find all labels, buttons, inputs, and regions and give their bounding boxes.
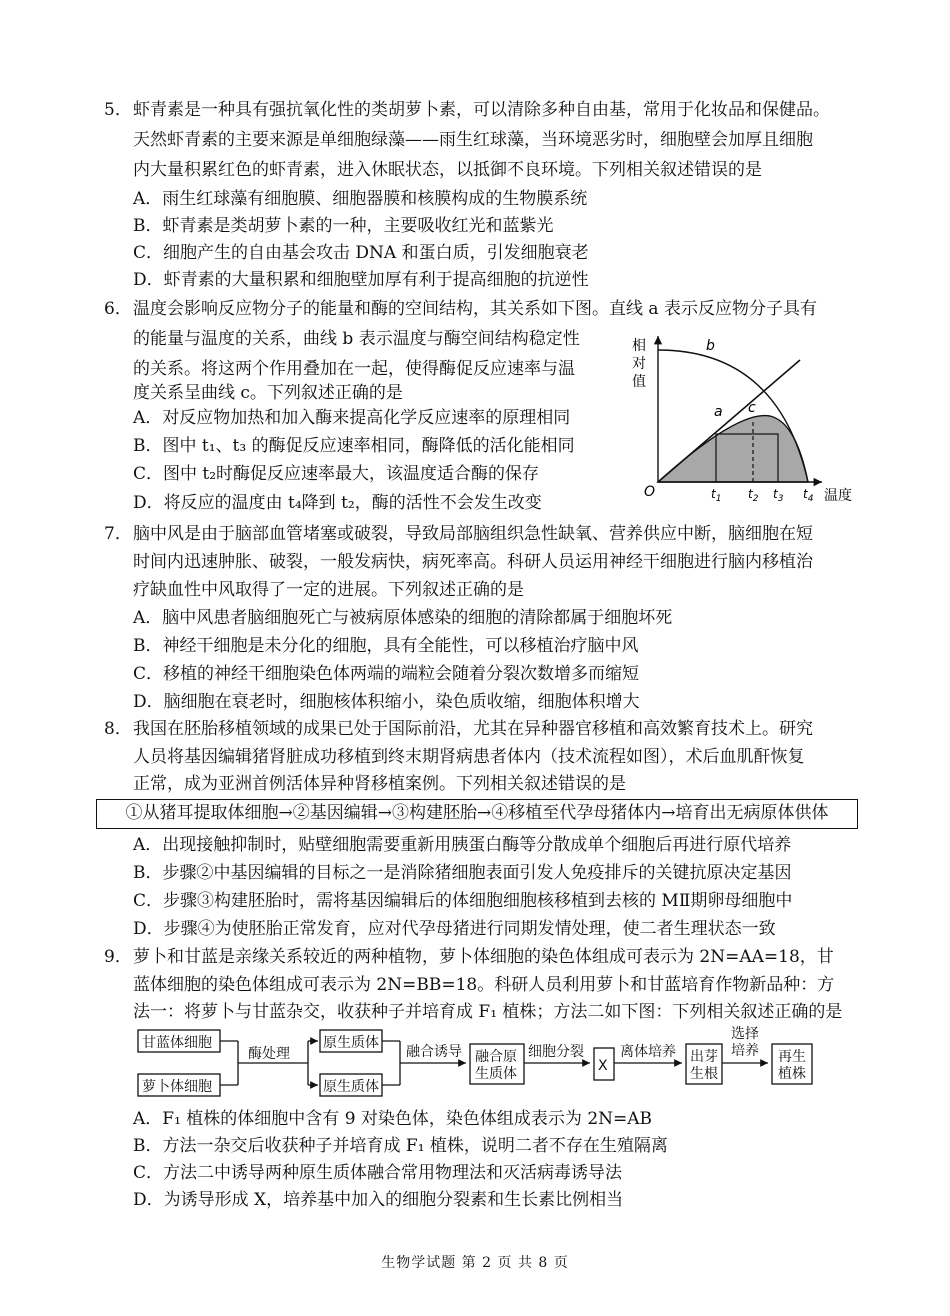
curve-b-label: b <box>706 338 715 354</box>
question-5-option-b: B．虾青素是类胡萝卜素的一种，主要吸收红光和蓝紫光 <box>133 216 554 236</box>
t2-label: $t_2$ <box>748 487 759 504</box>
regenerated-plant-line-1: 再生 <box>778 1049 806 1065</box>
question-5-stem-line-1: 虾青素是一种具有强抗氧化性的类胡萝卜素，可以清除多种自由基，常用于化妆品和保健品。 <box>133 100 830 120</box>
protoplast-box-1: 原生质体 <box>323 1035 379 1051</box>
in-vitro-culture-label: 离体培养 <box>620 1044 676 1060</box>
question-9-option-c: C．方法二中诱导两种原生质体融合常用物理法和灭活病毒诱导法 <box>133 1163 623 1183</box>
question-6-stem-line-1: 温度会影响反应物分子的能量和酶的空间结构，其关系如下图。直线 a 表示反应物分子具有 <box>133 299 817 319</box>
t4-label: $t_4$ <box>803 487 814 504</box>
question-9-stem-line-3: 法一：将萝卜与甘蓝杂交，收获种子并培育成 F₁ 植株；方法二如下图：下列相关叙述正确的是 <box>133 1002 843 1022</box>
question-5-stem-line-3: 内大量积累红色的虾青素，进入休眠状态，以抵御不良环境。下列相关叙述错误的是 <box>133 160 762 180</box>
t3-label: $t_3$ <box>773 487 784 504</box>
question-7-number: 7． <box>104 524 132 544</box>
cell-division-label: 细胞分裂 <box>528 1044 584 1060</box>
question-6-option-b: B．图中 t₁、t₃ 的酶促反应速率相同，酶降低的活化能相同 <box>133 436 575 456</box>
question-8-option-b: B．步骤②中基因编辑的目标之一是消除猪细胞表面引发人免疫排斥的关键抗原决定基因 <box>133 863 792 883</box>
question-8-option-c: C．步骤③构建胚胎时，需将基因编辑后的体细胞细胞核移植到去核的 MⅡ期卵母细胞中 <box>133 891 793 911</box>
page-footer: 生物学试题 第 2 页 共 8 页 <box>381 1255 569 1271</box>
curve-a-label: a <box>714 404 723 420</box>
enzyme-treatment-label: 酶处理 <box>248 1046 290 1062</box>
question-9-stem-line-2: 蓝体细胞的染色体组成可表示为 2N=BB=18。科研人员利用萝卜和甘蓝培育作物新品种：方 <box>133 975 835 995</box>
question-7-stem-line-1: 脑中风是由于脑部血管堵塞或破裂，导致局部脑组织急性缺氧、营养供应中断，脑细胞在短 <box>133 524 813 544</box>
question-6-number: 6． <box>104 299 132 319</box>
question-7-stem-line-2: 时间内迅速肿胀、破裂，一般发病快，病死率高。科研人员运用神经干细胞进行脑内移植治 <box>133 552 813 572</box>
question-9-option-d: D．为诱导形成 X，培养基中加入的细胞分裂素和生长素比例相当 <box>133 1190 624 1210</box>
question-8-number: 8． <box>104 719 132 739</box>
protoplast-box-2: 原生质体 <box>323 1079 379 1095</box>
bud-root-line-2: 生根 <box>690 1066 718 1082</box>
bud-root-line-1: 出芽 <box>690 1049 718 1065</box>
question-7-stem-line-3: 疗缺血性中风取得了一定的进展。下列叙述正确的是 <box>133 580 524 600</box>
question-8-stem-line-2: 人员将基因编辑猪肾脏成功移植到终末期肾病患者体内（技术流程如图），术后血肌酐恢复 <box>133 747 805 767</box>
question-6-option-a: A．对反应物加热和加入酶来提高化学反应速率的原理相同 <box>133 408 571 428</box>
question-7-option-c: C．移植的神经干细胞染色体两端的端粒会随着分裂次数增多而缩短 <box>133 664 640 684</box>
question-8-option-d: D．步骤④为使胚胎正常发育，应对代孕母猪进行同期发情处理，使二者生理状态一致 <box>133 919 776 939</box>
question-9-stem-line-1: 萝卜和甘蓝是亲缘关系较近的两种植物，萝卜体细胞的染色体组成可表示为 2N=AA=18，甘 <box>133 947 834 967</box>
temperature-rate-graph <box>628 330 860 510</box>
question-8-stem-line-1: 我国在胚胎移植领域的成果已处于国际前沿，尤其在异种器官移植和高效繁育技术上。研究 <box>133 719 813 739</box>
question-5-number: 5． <box>104 100 132 120</box>
question-8-option-a: A．出现接触抑制时，贴壁细胞需要重新用胰蛋白酶等分散成单个细胞后再进行原代培养 <box>133 835 792 855</box>
cabbage-cell-box: 甘蓝体细胞 <box>142 1035 212 1051</box>
question-6-option-d: D．将反应的温度由 t₄降到 t₂，酶的活性不会发生改变 <box>133 493 542 513</box>
question-6-stem-line-3: 的关系。将这两个作用叠加在一起，使得酶促反应速率与温 <box>133 359 575 379</box>
question-6-option-c: C．图中 t₂时酶促反应速率最大，该温度适合酶的保存 <box>133 464 540 484</box>
x-box: X <box>598 1058 608 1074</box>
question-5-option-a: A．雨生红球藻有细胞膜、细胞器膜和核膜构成的生物膜系统 <box>133 189 588 209</box>
question-5-option-c: C．细胞产生的自由基会攻击 DNA 和蛋白质，引发细胞衰老 <box>133 243 589 263</box>
protoplast-fusion-diagram <box>128 1024 828 1102</box>
question-9-number: 9． <box>104 947 132 967</box>
y-axis-label-3: 值 <box>632 374 646 390</box>
t1-label: $t_1$ <box>711 487 722 504</box>
question-9-option-a: A．F₁ 植株的体细胞中含有 9 对染色体，染色体组成表示为 2N=AB <box>133 1109 653 1129</box>
question-8-stem-line-3: 正常，成为亚洲首例活体异种肾移植案例。下列相关叙述错误的是 <box>133 774 626 794</box>
radish-cell-box: 萝卜体细胞 <box>142 1079 212 1095</box>
selective-culture-line-1: 选择 <box>731 1026 759 1042</box>
curve-c-label: c <box>748 400 756 416</box>
regenerated-plant-line-2: 植株 <box>778 1066 806 1082</box>
question-6-stem-line-4: 度关系呈曲线 c。下列叙述正确的是 <box>133 383 403 403</box>
selective-culture-line-2: 培养 <box>731 1043 759 1059</box>
question-7-option-b: B．神经干细胞是未分化的细胞，具有全能性，可以移植治疗脑中风 <box>133 636 639 656</box>
question-5-stem-line-2: 天然虾青素的主要来源是单细胞绿藻——雨生红球藻，当环境恶劣时，细胞壁会加厚且细胞 <box>133 130 813 150</box>
fusion-induce-label: 融合诱导 <box>406 1044 462 1060</box>
y-axis-label-1: 相 <box>632 338 646 354</box>
fused-protoplast-line-2: 生质体 <box>475 1066 517 1082</box>
question-6-stem-line-2: 的能量与温度的关系，曲线 b 表示温度与酶空间结构稳定性 <box>133 329 580 349</box>
question-7-option-d: D．脑细胞在衰老时，细胞核体积缩小，染色质收缩，细胞体积增大 <box>133 692 640 712</box>
question-5-option-d: D．虾青素的大量积累和细胞壁加厚有利于提高细胞的抗逆性 <box>133 270 589 290</box>
curve-c-shaded-area <box>658 416 808 482</box>
technique-flow-box: ①从猪耳提取体细胞→②基因编辑→③构建胚胎→④移植至代孕母猪体内→培育出无病原体供体 <box>96 799 858 829</box>
fused-protoplast-line-1: 融合原 <box>475 1049 517 1065</box>
question-9-option-b: B．方法一杂交后收获种子并培育成 F₁ 植株，说明二者不存在生殖隔离 <box>133 1136 668 1156</box>
y-axis-label-2: 对 <box>632 356 646 372</box>
origin-label: O <box>644 484 656 500</box>
x-axis-label: 温度 <box>824 488 852 504</box>
question-7-option-a: A．脑中风患者脑细胞死亡与被病原体感染的细胞的清除都属于细胞坏死 <box>133 608 673 628</box>
